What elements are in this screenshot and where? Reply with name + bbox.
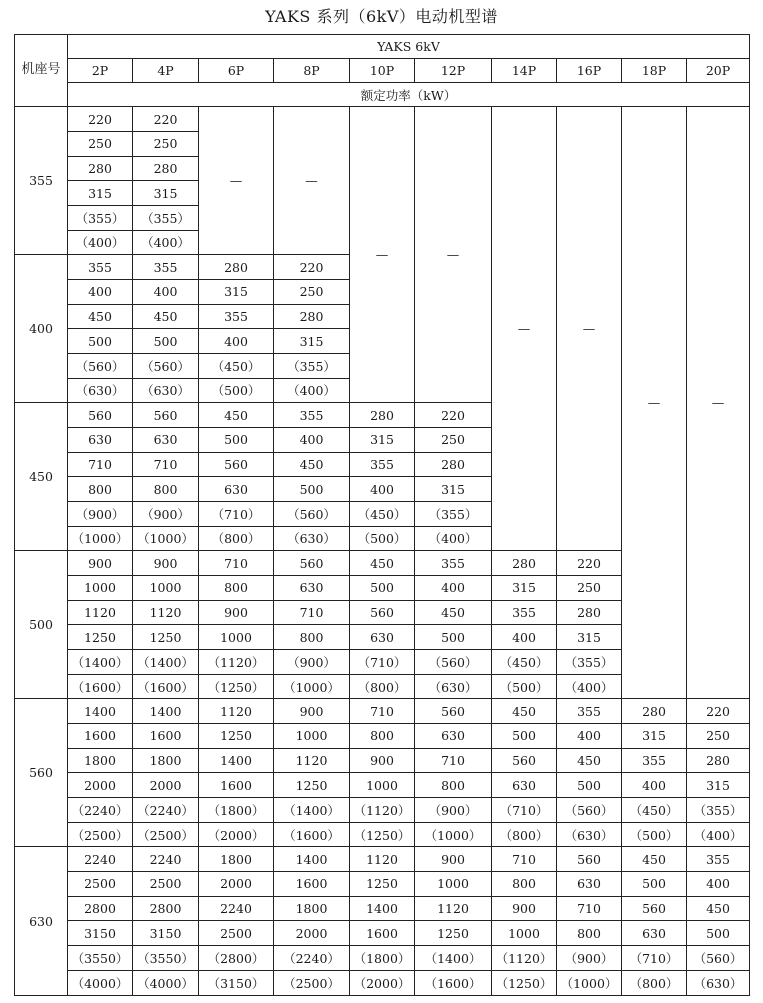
power-cell: 710: [274, 600, 350, 625]
power-cell: （800）: [350, 674, 415, 699]
power-cell: 2240: [199, 896, 274, 921]
power-cell: （900）: [557, 946, 622, 971]
pole-header: 12P: [415, 59, 492, 83]
power-cell: （355）: [415, 501, 492, 526]
power-cell: 450: [274, 452, 350, 477]
power-cell: 800: [274, 625, 350, 650]
power-cell: （560）: [274, 501, 350, 526]
power-cell: （1800）: [199, 798, 274, 823]
pole-header: 2P: [68, 59, 133, 83]
power-cell: 630: [350, 625, 415, 650]
power-cell: （1120）: [350, 798, 415, 823]
power-cell: 315: [350, 427, 415, 452]
power-cell: 315: [133, 181, 199, 206]
power-cell: 1600: [133, 724, 199, 749]
power-cell: （630）: [133, 378, 199, 403]
table-row: [15, 847, 750, 872]
power-cell: 1120: [274, 748, 350, 773]
power-cell: 1250: [350, 872, 415, 897]
power-cell: 1400: [133, 699, 199, 724]
not-available-cell: —: [415, 107, 492, 403]
power-cell: （500）: [622, 822, 687, 847]
power-cell: 1400: [68, 699, 133, 724]
power-cell: （1600）: [274, 822, 350, 847]
frame-size-cell: 400: [15, 255, 68, 403]
power-cell: 280: [350, 403, 415, 428]
power-cell: 250: [687, 724, 750, 749]
power-cell: 560: [68, 403, 133, 428]
power-cell: 1000: [415, 872, 492, 897]
power-cell: 250: [68, 131, 133, 156]
power-cell: 2240: [68, 847, 133, 872]
power-cell: 900: [274, 699, 350, 724]
power-cell: （1250）: [199, 674, 274, 699]
power-cell: 400: [68, 279, 133, 304]
power-cell: 450: [492, 699, 557, 724]
power-cell: 400: [274, 427, 350, 452]
power-cell: （1120）: [199, 650, 274, 675]
power-cell: 220: [557, 551, 622, 576]
power-cell: 900: [199, 600, 274, 625]
power-cell: 400: [133, 279, 199, 304]
power-cell: （1400）: [68, 650, 133, 675]
pole-header: 4P: [133, 59, 199, 83]
power-cell: 355: [274, 403, 350, 428]
power-cell: 280: [687, 748, 750, 773]
power-cell: 315: [68, 181, 133, 206]
power-cell: 1250: [133, 625, 199, 650]
power-cell: （900）: [68, 501, 133, 526]
power-cell: （400）: [557, 674, 622, 699]
power-cell: 1600: [199, 773, 274, 798]
power-cell: 400: [687, 872, 750, 897]
table-row: [15, 872, 750, 897]
power-cell: 315: [687, 773, 750, 798]
power-cell: 800: [415, 773, 492, 798]
not-available-cell: —: [557, 107, 622, 551]
power-cell: 900: [492, 896, 557, 921]
power-cell: （500）: [492, 674, 557, 699]
power-cell: 315: [492, 576, 557, 601]
power-cell: （1000）: [133, 526, 199, 551]
power-cell: 500: [415, 625, 492, 650]
power-cell: 2800: [133, 896, 199, 921]
power-cell: 315: [415, 477, 492, 502]
power-cell: 355: [622, 748, 687, 773]
power-cell: （560）: [133, 353, 199, 378]
power-cell: 710: [199, 551, 274, 576]
power-cell: （4000）: [133, 970, 199, 995]
power-cell: （3550）: [133, 946, 199, 971]
power-cell: 1250: [274, 773, 350, 798]
power-cell: 450: [557, 748, 622, 773]
power-cell: 560: [199, 452, 274, 477]
power-cell: 710: [557, 896, 622, 921]
power-cell: （630）: [68, 378, 133, 403]
power-cell: 220: [415, 403, 492, 428]
power-cell: （560）: [415, 650, 492, 675]
power-cell: 1000: [199, 625, 274, 650]
power-cell: 2000: [274, 921, 350, 946]
power-cell: （2800）: [199, 946, 274, 971]
power-cell: 1600: [68, 724, 133, 749]
power-cell: 280: [622, 699, 687, 724]
power-cell: 1600: [350, 921, 415, 946]
pole-header: 6P: [199, 59, 274, 83]
power-cell: 400: [415, 576, 492, 601]
power-cell: （800）: [622, 970, 687, 995]
power-cell: 560: [557, 847, 622, 872]
power-cell: 3150: [133, 921, 199, 946]
power-cell: 400: [492, 625, 557, 650]
power-cell: 2000: [133, 773, 199, 798]
page-title: YAKS 系列（6kV）电动机型谱: [265, 7, 498, 26]
pole-header: 16P: [557, 59, 622, 83]
power-cell: （800）: [199, 526, 274, 551]
table-row: [15, 798, 750, 823]
power-cell: 315: [274, 329, 350, 354]
power-cell: （560）: [557, 798, 622, 823]
frame-size-cell: 355: [15, 107, 68, 255]
power-cell: 1120: [133, 600, 199, 625]
power-cell: （400）: [274, 378, 350, 403]
power-cell: 1120: [415, 896, 492, 921]
power-cell: （2500）: [68, 822, 133, 847]
table-row: [15, 822, 750, 847]
power-cell: （1400）: [415, 946, 492, 971]
power-cell: 400: [199, 329, 274, 354]
power-cell: （1250）: [492, 970, 557, 995]
power-cell: 630: [274, 576, 350, 601]
power-cell: 315: [199, 279, 274, 304]
power-cell: 900: [68, 551, 133, 576]
power-cell: （630）: [687, 970, 750, 995]
power-cell: 250: [133, 131, 199, 156]
power-cell: 1250: [68, 625, 133, 650]
power-cell: 1250: [199, 724, 274, 749]
power-cell: （355）: [68, 205, 133, 230]
power-cell: 355: [557, 699, 622, 724]
power-cell: 1000: [133, 576, 199, 601]
power-cell: （400）: [687, 822, 750, 847]
power-cell: （560）: [68, 353, 133, 378]
power-cell: 800: [492, 872, 557, 897]
power-cell: （450）: [350, 501, 415, 526]
power-cell: 900: [133, 551, 199, 576]
power-cell: （900）: [415, 798, 492, 823]
power-cell: （400）: [415, 526, 492, 551]
power-cell: 280: [492, 551, 557, 576]
power-cell: （630）: [415, 674, 492, 699]
power-cell: 280: [68, 156, 133, 181]
power-cell: 500: [133, 329, 199, 354]
power-cell: 560: [133, 403, 199, 428]
power-cell: 1800: [274, 896, 350, 921]
power-cell: （710）: [350, 650, 415, 675]
power-cell: （400）: [133, 230, 199, 255]
power-cell: 1400: [199, 748, 274, 773]
power-cell: （2000）: [199, 822, 274, 847]
power-cell: 450: [622, 847, 687, 872]
power-cell: 1800: [199, 847, 274, 872]
power-cell: 710: [492, 847, 557, 872]
power-cell: 800: [557, 921, 622, 946]
power-cell: 630: [133, 427, 199, 452]
power-cell: 280: [415, 452, 492, 477]
power-cell: 3150: [68, 921, 133, 946]
power-cell: （1000）: [415, 822, 492, 847]
power-cell: 1800: [68, 748, 133, 773]
frame-size-cell: 630: [15, 847, 68, 996]
power-cell: 250: [415, 427, 492, 452]
power-cell: （1000）: [557, 970, 622, 995]
not-available-cell: —: [492, 107, 557, 551]
power-cell: 220: [274, 255, 350, 280]
power-cell: （355）: [274, 353, 350, 378]
power-cell: 800: [68, 477, 133, 502]
power-cell: （355）: [133, 205, 199, 230]
power-cell: 355: [492, 600, 557, 625]
power-cell: 500: [492, 724, 557, 749]
power-cell: （3550）: [68, 946, 133, 971]
power-cell: 280: [274, 304, 350, 329]
power-cell: （900）: [274, 650, 350, 675]
power-cell: 2500: [68, 872, 133, 897]
power-cell: （800）: [492, 822, 557, 847]
power-cell: 560: [350, 600, 415, 625]
motor-spec-table: [14, 34, 750, 996]
power-cell: 1250: [415, 921, 492, 946]
table-row: [15, 724, 750, 749]
power-cell: 1120: [350, 847, 415, 872]
pole-header: 20P: [687, 59, 750, 83]
power-cell: 630: [557, 872, 622, 897]
power-cell: （500）: [350, 526, 415, 551]
power-cell: （4000）: [68, 970, 133, 995]
power-cell: 450: [68, 304, 133, 329]
power-cell: 355: [687, 847, 750, 872]
power-cell: （450）: [492, 650, 557, 675]
power-cell: 710: [415, 748, 492, 773]
power-cell: （450）: [199, 353, 274, 378]
power-cell: 500: [687, 921, 750, 946]
power-cell: 1000: [350, 773, 415, 798]
power-cell: （355）: [687, 798, 750, 823]
power-cell: 500: [199, 427, 274, 452]
power-cell: （2000）: [350, 970, 415, 995]
power-cell: 2000: [199, 872, 274, 897]
power-cell: （1400）: [274, 798, 350, 823]
table-row: [15, 748, 750, 773]
power-cell: （900）: [133, 501, 199, 526]
power-cell: 355: [350, 452, 415, 477]
frame-size-cell: 560: [15, 699, 68, 847]
power-cell: 450: [350, 551, 415, 576]
power-cell: （2240）: [274, 946, 350, 971]
power-cell: （1000）: [274, 674, 350, 699]
power-cell: 1400: [274, 847, 350, 872]
power-cell: 450: [687, 896, 750, 921]
frame-size-cell: 500: [15, 551, 68, 699]
table-row: [15, 699, 750, 724]
frame-size-cell: 450: [15, 403, 68, 551]
power-cell: （1600）: [133, 674, 199, 699]
power-cell: （1000）: [68, 526, 133, 551]
power-cell: 2500: [133, 872, 199, 897]
power-cell: （2500）: [274, 970, 350, 995]
power-cell: 900: [350, 748, 415, 773]
power-cell: 500: [622, 872, 687, 897]
power-cell: 315: [622, 724, 687, 749]
not-available-cell: —: [687, 107, 750, 699]
power-cell: 400: [622, 773, 687, 798]
power-cell: 500: [68, 329, 133, 354]
power-cell: （400）: [68, 230, 133, 255]
table-row: [15, 970, 750, 995]
table-row: [15, 921, 750, 946]
power-cell: 800: [350, 724, 415, 749]
power-cell: 710: [68, 452, 133, 477]
power-cell: 630: [492, 773, 557, 798]
power-cell: 630: [415, 724, 492, 749]
power-cell: 560: [415, 699, 492, 724]
power-cell: 500: [274, 477, 350, 502]
power-cell: （1400）: [133, 650, 199, 675]
power-cell: 630: [68, 427, 133, 452]
power-cell: 1120: [199, 699, 274, 724]
power-cell: 400: [350, 477, 415, 502]
power-cell: 1120: [68, 600, 133, 625]
power-cell: 220: [687, 699, 750, 724]
power-cell: 280: [557, 600, 622, 625]
power-cell: （1600）: [415, 970, 492, 995]
power-cell: （1120）: [492, 946, 557, 971]
table-row: [15, 107, 750, 132]
power-cell: （1800）: [350, 946, 415, 971]
power-cell: 500: [350, 576, 415, 601]
model-header: YAKS 6kV: [68, 35, 750, 59]
power-cell: 355: [415, 551, 492, 576]
power-cell: 1400: [350, 896, 415, 921]
power-cell: 220: [133, 107, 199, 132]
power-cell: 250: [557, 576, 622, 601]
power-cell: （710）: [199, 501, 274, 526]
table-row: [15, 773, 750, 798]
power-cell: 630: [622, 921, 687, 946]
power-cell: 560: [274, 551, 350, 576]
power-cell: 800: [133, 477, 199, 502]
power-cell: 450: [133, 304, 199, 329]
not-available-cell: —: [274, 107, 350, 255]
power-cell: 900: [415, 847, 492, 872]
power-cell: 800: [199, 576, 274, 601]
power-cell: 355: [133, 255, 199, 280]
not-available-cell: —: [350, 107, 415, 403]
power-cell: 710: [133, 452, 199, 477]
table-row: [15, 896, 750, 921]
power-cell: 315: [557, 625, 622, 650]
power-cell: （2240）: [133, 798, 199, 823]
power-cell: 400: [557, 724, 622, 749]
power-cell: 1800: [133, 748, 199, 773]
power-cell: 2800: [68, 896, 133, 921]
power-cell: 500: [557, 773, 622, 798]
power-cell: 560: [492, 748, 557, 773]
pole-header: 18P: [622, 59, 687, 83]
power-cell: 220: [68, 107, 133, 132]
power-cell: 280: [133, 156, 199, 181]
frame-header: 机座号: [15, 35, 68, 107]
power-cell: （3150）: [199, 970, 274, 995]
power-cell: （560）: [687, 946, 750, 971]
power-cell: （450）: [622, 798, 687, 823]
power-cell: 355: [199, 304, 274, 329]
power-cell: 630: [199, 477, 274, 502]
power-cell: 2240: [133, 847, 199, 872]
power-cell: 710: [350, 699, 415, 724]
power-cell: 1000: [492, 921, 557, 946]
power-cell: 450: [199, 403, 274, 428]
power-cell: 1000: [274, 724, 350, 749]
power-cell: （500）: [199, 378, 274, 403]
power-cell: 2000: [68, 773, 133, 798]
power-cell: （1250）: [350, 822, 415, 847]
power-cell: 1000: [68, 576, 133, 601]
power-header: 额定功率（kW）: [68, 83, 750, 107]
power-cell: （1600）: [68, 674, 133, 699]
table-row: [15, 946, 750, 971]
not-available-cell: —: [622, 107, 687, 699]
power-cell: （355）: [557, 650, 622, 675]
pole-header: 14P: [492, 59, 557, 83]
power-cell: （2240）: [68, 798, 133, 823]
power-cell: 450: [415, 600, 492, 625]
pole-header: 10P: [350, 59, 415, 83]
power-cell: 2500: [199, 921, 274, 946]
power-cell: （2500）: [133, 822, 199, 847]
power-cell: 250: [274, 279, 350, 304]
power-cell: （630）: [274, 526, 350, 551]
power-cell: （630）: [557, 822, 622, 847]
power-cell: 560: [622, 896, 687, 921]
power-cell: 1600: [274, 872, 350, 897]
power-cell: （710）: [622, 946, 687, 971]
power-cell: （710）: [492, 798, 557, 823]
power-cell: 280: [199, 255, 274, 280]
not-available-cell: —: [199, 107, 274, 255]
pole-header: 8P: [274, 59, 350, 83]
power-cell: 355: [68, 255, 133, 280]
